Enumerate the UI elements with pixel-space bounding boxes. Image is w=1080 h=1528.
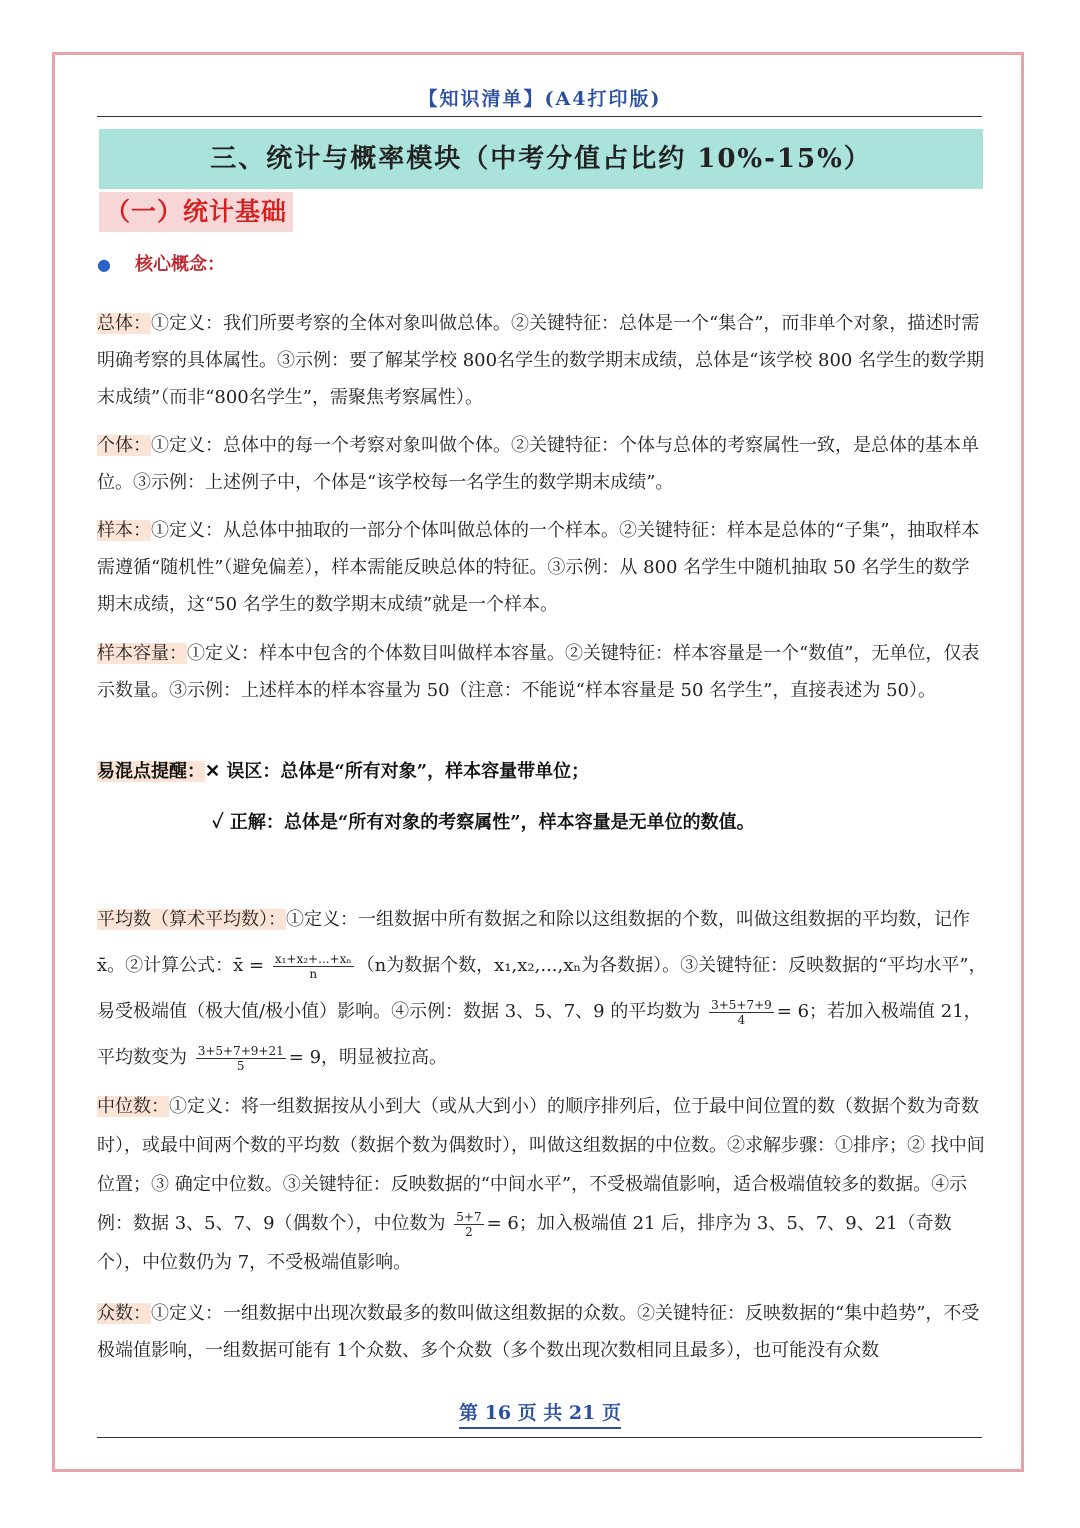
example-fraction: $\frac{3+5+7+9}{4}$ <box>711 997 772 1027</box>
term-label: 样本： <box>97 520 151 541</box>
page-header: 【知识清单】(A4打印版) <box>418 88 662 110</box>
paragraph-individual: 个体：①定义：总体中的每一个考察对象叫做个体。②关键特征：个体与总体的考察属性一致，是总体的基本单位。③示例：上述例子中，个体是“该学校每一名学生的数学期末成绩”。 <box>97 435 979 493</box>
term-label: 众数： <box>97 1303 151 1324</box>
reminder-label: 易混点提醒： <box>97 761 205 782</box>
section-title: 三、统计与概率模块（中考分值占比约 10%-15%） <box>99 129 983 189</box>
check-icon: ✓ <box>212 812 224 833</box>
core-concepts-heading: ● 核心概念： <box>97 254 225 275</box>
example-fraction: $\frac{3+5+7+9+21}{5}$ <box>197 1043 284 1073</box>
page-number: 第 16 页 共 21 页 <box>0 1398 1080 1425</box>
term-label: 个体： <box>97 435 151 456</box>
confusion-reminder: 易混点提醒：✕ 误区：总体是“所有对象”，样本容量带单位； <box>97 761 590 782</box>
paragraph-sample-size: 样本容量：①定义：样本中包含的个体数目叫做样本容量。②关键特征：样本容量是一个“数值”，无单位，仅表示数量。③示例：上述样本的样本容量为 50（注意：不能说“样本容量是 50 名学生”，直接表述为 50）。 <box>97 643 980 701</box>
term-label: 平均数（算术平均数）： <box>97 909 286 930</box>
formula-fraction: $\frac{\text{x₁+x₂+...+xₙ}}{n}$ <box>274 951 352 981</box>
paragraph-mode: 众数：①定义：一组数据中出现次数最多的数叫做这组数据的众数。②关键特征：反映数据的“集中趋势”，不受极端值影响，一组数据可能有 1个众数、多个众数（多个数出现次数相同且最多），也可能没有众数 <box>97 1303 980 1361</box>
footer-rule <box>97 1437 982 1438</box>
paragraph-population: 总体：①定义：我们所要考察的全体对象叫做总体。②关键特征：总体是一个“集合”，而非单个对象，描述时需明确考察的具体属性。③示例：要了解某学校 800名学生的数学期末成绩，总体是“该学校 800 名学生的数学期末成绩”（而非“800名学生”，需聚焦考察属性）。 <box>97 313 985 408</box>
header-rule <box>97 116 982 117</box>
paragraph-mean: 平均数（算术平均数）：①定义：一组数据中所有数据之和除以这组数据的个数，叫做这组数据的平均数，记作x̄。②计算公式：x̄ = $\frac{\text{x₁+x₂+...+xₙ}}{n}$ （n为数据个数，x₁,x₂,...,xₙ为各数据）。③关键特征：反映数据的“平均水平”，易受极端值（极大值/极小值）影响。④示例：数据 3、5、7、9 的平均数为 $\frac{3+5+7+9}{4}$ = 6；若加入极端值 21，平均数变为 $\frac{3+5+7+9+21}{5}$ = 9，明显被拉高。 <box>97 909 987 1073</box>
correct-note: ✓ 正解：总体是“所有对象的考察属性”，样本容量是无单位的数值。 <box>212 812 755 833</box>
cross-icon: ✕ <box>205 761 221 782</box>
sub-section-title: （一）统计基础 <box>99 192 293 232</box>
term-label: 中位数： <box>97 1096 169 1117</box>
paragraph-median: 中位数：①定义：将一组数据按从小到大（或从大到小）的顺序排列后，位于最中间位置的数（数据个数为奇数时），或最中间两个数的平均数（数据个数为偶数时），叫做这组数据的中位数。②求解步骤：①排序；② 找中间位置；③ 确定中位数。③关键特征：反映数据的“中间水平”，不受极端值影响，适合极端值较多的数据。④示例：数据 3、5、7、9（偶数个），中位数为 $\frac{5+7}{2}$ = 6；加入极端值 21 后，排序为 3、5、7、9、21（奇数个），中位数仍为 7，不受极端值影响。 <box>97 1096 985 1273</box>
term-label: 总体： <box>97 313 151 334</box>
term-label: 样本容量： <box>97 643 187 664</box>
paragraph-sample: 样本：①定义：从总体中抽取的一部分个体叫做总体的一个样本。②关键特征：样本是总体的“子集”，抽取样本需遵循“随机性”（避免偏差），样本需能反映总体的特征。③示例：从 800 名学生中随机抽取 50 名学生的数学期末成绩，这“50 名学生的数学期末成绩”就是一个样本。 <box>97 520 980 615</box>
bullet-icon: ● <box>97 255 111 274</box>
example-fraction: $\frac{5+7}{2}$ <box>456 1209 482 1239</box>
